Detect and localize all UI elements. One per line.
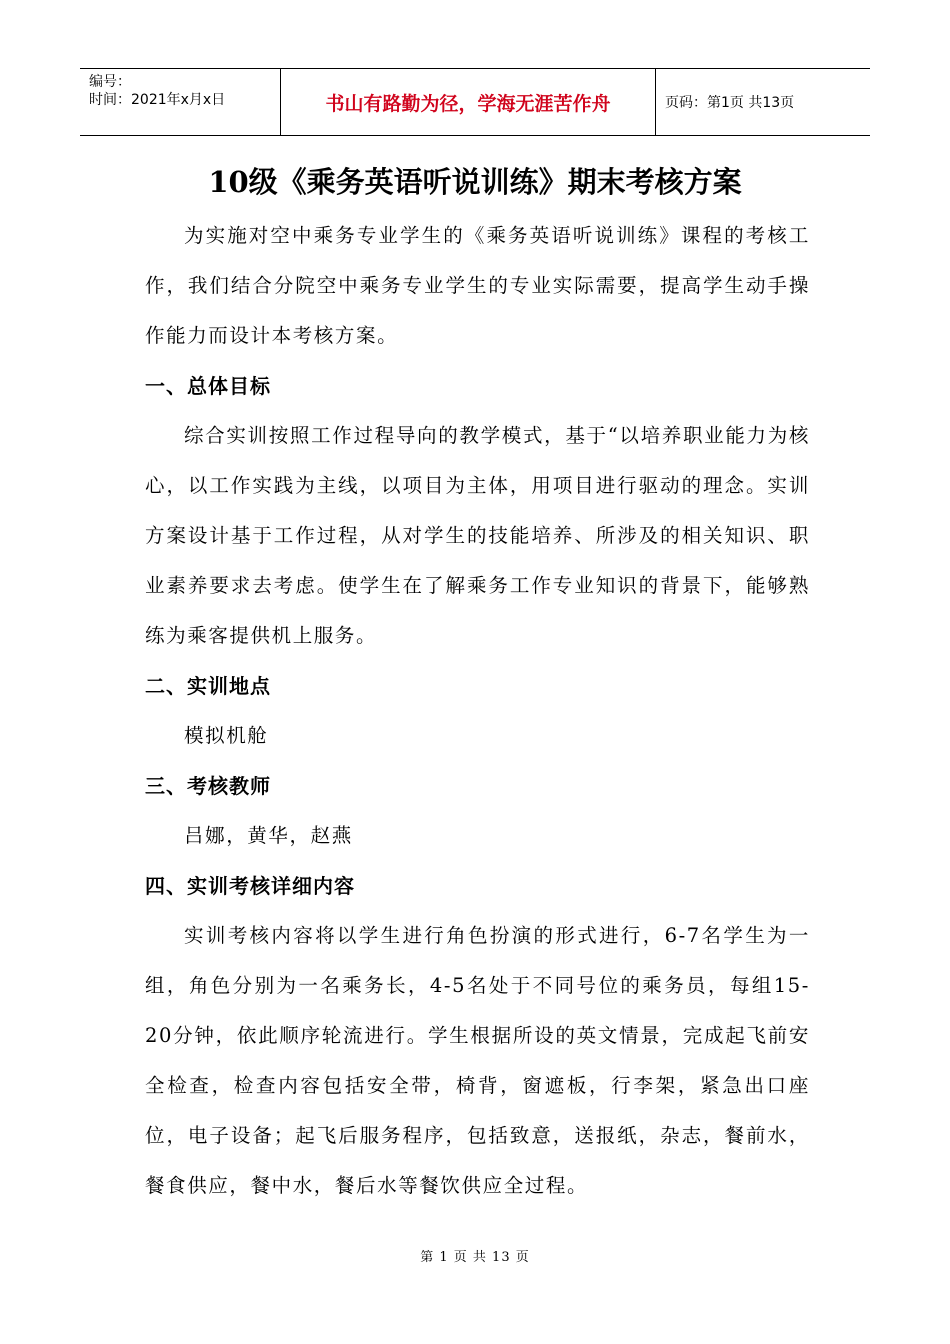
section-body-content: 实训考核内容将以学生进行角色扮演的形式进行，6-7名学生为一组，角色分别为一名乘务长，4-5名处于不同号位的乘务员，每组15-20分钟，依此顺序轮流进行。学生根据所设的英文情景，完成起飞前安全检查，检查内容包括安全带，椅背，窗遮板，行李架，紧急出口座位，电子设备；起飞后服务程序，包括致意，送报纸，杂志，餐前水，餐食供应，餐中水，餐后水等餐饮供应全过程。 bbox=[145, 924, 810, 1197]
header-page-info: 页码：第1页 共13页 bbox=[665, 95, 795, 111]
page-footer: 第 1 页 共 13 页 bbox=[420, 1250, 530, 1265]
section-heading-content: 四、实训考核详细内容 bbox=[145, 874, 355, 898]
section-heading-teachers: 三、考核教师 bbox=[145, 774, 271, 798]
section-heading-goal: 一、总体目标 bbox=[145, 374, 271, 398]
document-body bbox=[145, 211, 810, 1211]
document-header bbox=[80, 68, 870, 136]
section-body-location: 模拟机舱 bbox=[184, 724, 269, 747]
header-motto: 书山有路勤为径，学海无涯苦作舟 bbox=[281, 69, 656, 135]
section-body-teachers: 吕娜，黄华，赵燕 bbox=[184, 824, 353, 847]
intro-paragraph: 为实施对空中乘务专业学生的《乘务英语听说训练》课程的考核工作，我们结合分院空中乘务专业学生的专业实际需要，提高学生动手操作能力而设计本考核方案。 bbox=[145, 224, 810, 347]
document-title: 10级《乘务英语听说训练》期末考核方案 bbox=[208, 165, 742, 199]
time-label: 时间：2021年x月x日 bbox=[89, 92, 226, 108]
section-body-goal: 综合实训按照工作过程导向的教学模式，基于“以培养职业能力为核心，以工作实践为主线，以项目为主体，用项目进行驱动的理念。实训方案设计基于工作过程，从对学生的技能培养、所涉及的相关知识、职业素养要求去考虑。使学生在了解乘务工作专业知识的背景下，能够熟练为乘客提供机上服务。 bbox=[145, 424, 810, 647]
header-meta-cell bbox=[80, 69, 281, 135]
section-heading-location: 二、实训地点 bbox=[145, 674, 271, 698]
number-label: 编号： bbox=[89, 74, 131, 90]
